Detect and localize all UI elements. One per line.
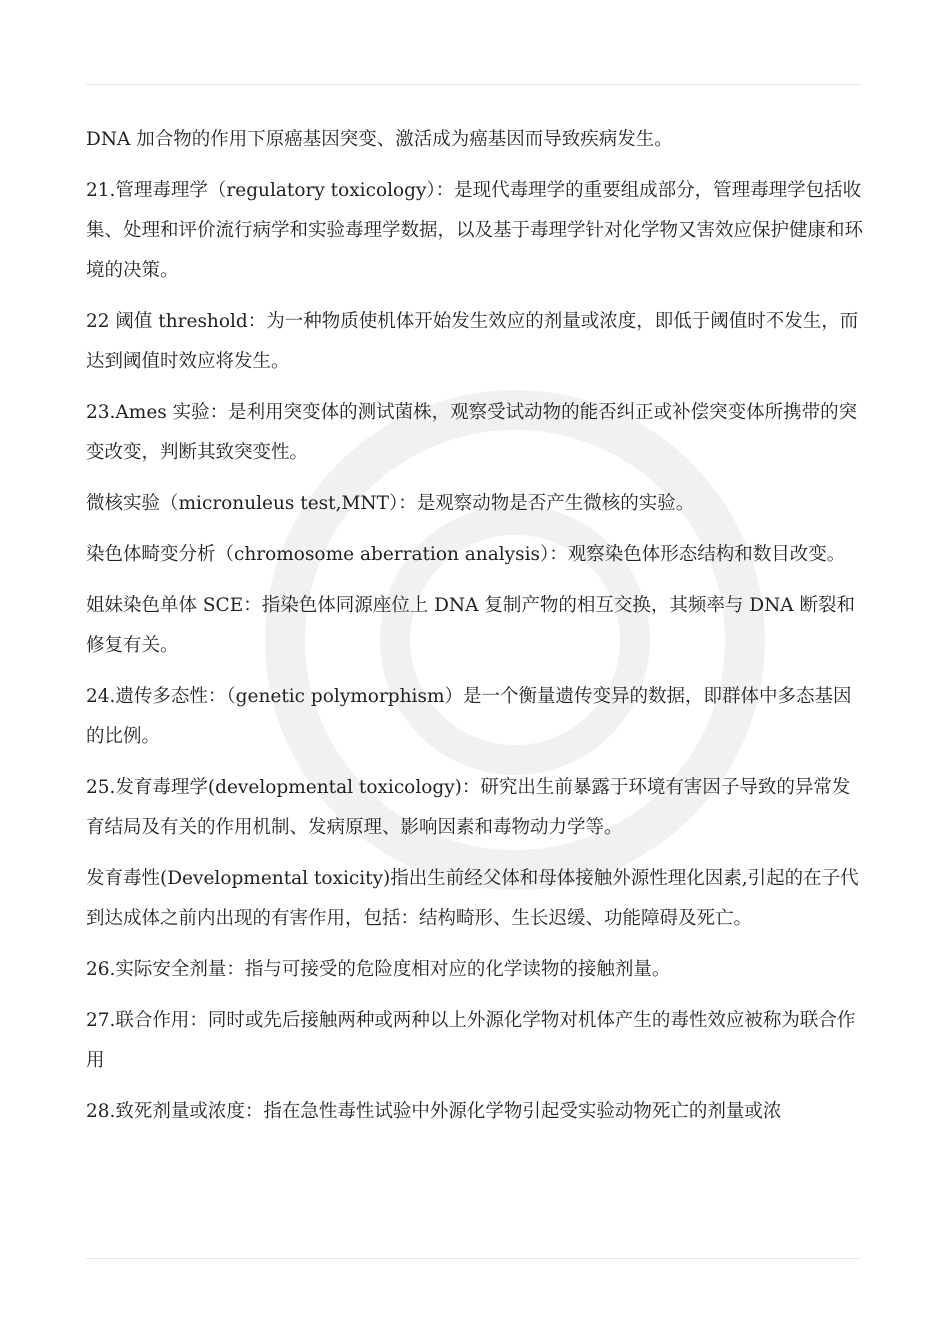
paragraph-joint-action: 27.联合作用：同时或先后接触两种或两种以上外源化学物对机体产生的毒性效应被称为联合作用 <box>86 1010 856 1071</box>
paragraph-micronucleus-test: 微核实验（micronuleus test,MNT）：是观察动物是否产生微核的实验。 <box>86 493 695 514</box>
header-divider <box>86 84 862 85</box>
paragraph-lethal-dose: 28.致死剂量或浓度：指在急性毒性试验中外源化学物引起受实验动物死亡的剂量或浓 <box>86 1101 782 1122</box>
paragraph-chromosome-aberration: 染色体畸变分析（chromosome aberration analysis）：观察染色体形态结构和数目改变。 <box>86 544 846 565</box>
paragraph-regulatory-toxicology: 21.管理毒理学（regulatory toxicology）：是现代毒理学的重要组成部分，管理毒理学包括收集、处理和评价流行病学和实验毒理学数据，以及基于毒理学针对化学物又害效应保护健康和环境的决策。 <box>86 180 864 281</box>
paragraph-ames-test: 23.Ames 实验：是利用突变体的测试菌株，观察受试动物的能否纠正或补偿突变体所携带的突变改变，判断其致突变性。 <box>86 402 858 463</box>
paragraph-developmental-toxicity: 发育毒性(Developmental toxicity)指出生前经父体和母体接触外源性理化因素,引起的在子代到达成体之前内出现的有害作用，包括：结构畸形、生长迟缓、功能障碍及死亡。 <box>86 868 859 929</box>
document-body <box>86 120 866 1143</box>
paragraph-genetic-polymorphism: 24.遗传多态性：（genetic polymorphism）是一个衡量遗传变异的数据，即群体中多态基因的比例。 <box>86 686 852 747</box>
footer-divider <box>86 1258 862 1259</box>
paragraph-sce: 姐妹染色单体 SCE：指染色体同源座位上 DNA 复制产物的相互交换，其频率与 DNA 断裂和修复有关。 <box>86 595 855 656</box>
paragraph-virtually-safe-dose: 26.实际安全剂量：指与可接受的危险度相对应的化学读物的接触剂量。 <box>86 959 671 980</box>
paragraph-developmental-toxicology: 25.发育毒理学(developmental toxicology)：研究出生前暴露于环境有害因子导致的异常发育结局及有关的作用机制、发病原理、影响因素和毒物动力学等。 <box>86 777 851 838</box>
paragraph-dna-adduct: DNA 加合物的作用下原癌基因突变、激活成为癌基因而导致疾病发生。 <box>86 129 673 150</box>
paragraph-threshold: 22 阈值 threshold：为一种物质使机体开始发生效应的剂量或浓度，即低于阈值时不发生，而达到阈值时效应将发生。 <box>86 311 859 372</box>
